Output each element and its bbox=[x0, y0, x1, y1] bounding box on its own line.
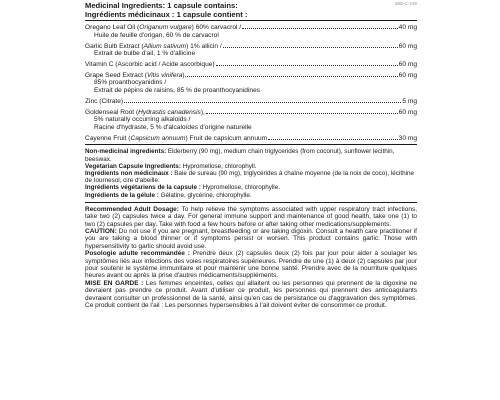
ingredient-name bbox=[85, 135, 267, 143]
ingredient-item bbox=[85, 43, 417, 58]
dosage-section bbox=[85, 206, 417, 310]
ingredient-detail: Extrait de pépins de raisins, 85 % de proanthocyanidines bbox=[94, 87, 261, 95]
nonmed-en bbox=[85, 148, 417, 162]
dosage-fr-text: Prendre deux (2) capsules deux (2) fois par jour pour aider à soulager les symptômes liés aux infections des voies respiratoires supérieures. Prendre de une (1) à deux (2) capsules par jour pour soutenir le système immunitaire et pour maintenir une bonne santé. Prendre avec de la nourriture quelques heures avant ou après la prise d'autres médicaments/suppléments. bbox=[85, 250, 418, 280]
veg-capsule-en-text: Hypromellose, chlorophyll. bbox=[180, 162, 257, 170]
veg-capsule-en-label: Vegetarian Capsule Ingredients: bbox=[85, 162, 181, 170]
dosage-en bbox=[85, 206, 417, 228]
ingredient-name bbox=[85, 43, 222, 51]
nonmed-en-label: Non-medicinal ingredients: bbox=[85, 148, 167, 156]
ingredient-name-suffix: ) 1% allicin / bbox=[186, 42, 222, 50]
ingredient-row bbox=[85, 135, 417, 143]
medicinal-heading bbox=[85, 2, 417, 19]
ingredient-name bbox=[85, 24, 241, 32]
medicinal-heading-fr: Ingrédients médicinaux : 1 capsule contient : bbox=[85, 9, 248, 19]
dosage-en-text: To help relieve the symptoms associated with upper respiratory tract infections, take two (2) capsules twice a day. For general immune support and maintenance of good health, take one (1) to two (2) capsules per day. Take with food a few hours before or after taking other medications/supplements. bbox=[85, 205, 418, 228]
ingredient-list bbox=[85, 24, 417, 142]
nonmed-en-text: Elderberry (90 mg), medium chain triglycerides (from coconut), sunflower lecithin, beeswax. bbox=[85, 148, 395, 163]
ingredient-detail: Extrait de bulbe d'ail, 1 % d'allicine bbox=[94, 50, 196, 58]
ingredient-latin-name: Capsicum annuum bbox=[130, 134, 186, 142]
caution-fr-text: Les femmes enceintes, celles qui allaitent ou les personnes qui prennent de la digoxine ne devraient pas prendre ce produit. Avant d'utiliser ce produit, les personnes qui prennent des anticoagulants devraient consulter un professionnel de la santé, ainsi qu'en cas de persistance ou d'aggravation des symptômes. Ce produit contient de l'ail : Les personnes hypersensibles à l'ail doivent éviter de consommer ce produit. bbox=[85, 279, 417, 310]
ingredient-detail: Racine d'hydraste, 5 % d'alcaloïdes d'origine naturelle bbox=[94, 123, 252, 131]
veg-capsule-en bbox=[85, 163, 417, 170]
nonmed-fr bbox=[85, 170, 417, 184]
ingredient-amount: 60 mg bbox=[398, 42, 417, 50]
ingredient-row bbox=[85, 61, 417, 69]
dot-leader bbox=[206, 113, 398, 114]
ingredient-latin-name: Origanum vulgare bbox=[139, 24, 192, 32]
ingredient-item bbox=[85, 109, 417, 132]
divider bbox=[85, 202, 417, 203]
ingredient-amount: 5 mg bbox=[402, 97, 417, 105]
nonmed-fr-text: Baie de sureau (90 mg), triglycérides à chaîne moyenne (de la noix de coco), lécithine de tournesol, cire d'abeille. bbox=[85, 169, 414, 185]
dosage-fr-label: Posologie adulte recommandée : bbox=[85, 250, 190, 258]
ingredient-name-text: Goldenseal Root ( bbox=[85, 108, 139, 116]
gel-capsule-fr-label: Ingrédients de la gélule : bbox=[85, 191, 159, 199]
ingredient-name-suffix: ) Fruit de capsicum annuum bbox=[185, 134, 268, 142]
ingredient-name-text: Vitamin C (Ascorbic acid / Acide ascorbique) bbox=[85, 61, 215, 68]
medicinal-heading-en: Medicinal Ingredients: 1 capsule contains: bbox=[85, 1, 238, 10]
ingredient-name bbox=[85, 61, 215, 69]
ingredient-amount: 40 mg bbox=[398, 24, 417, 32]
dot-leader bbox=[242, 28, 398, 29]
ingredient-row bbox=[85, 43, 417, 51]
ingredient-amount: 60 mg bbox=[398, 61, 417, 68]
ingredient-amount: 60 mg bbox=[398, 71, 417, 79]
veg-capsule-fr-text: Hypromellose, chlorophylle. bbox=[200, 184, 280, 192]
dot-leader bbox=[187, 76, 397, 77]
ingredient-latin-name: Allium sativum bbox=[143, 42, 187, 50]
gel-capsule-fr-text: Gélatine, glycérine, chlorophylle. bbox=[158, 191, 252, 199]
caution-en-text: Do not use if you are pregnant, breastfeeding or are taking digoxin. Consult a health care practitioner if you are taking a blood thinner or if symptoms persist or worsen. This product contains garlic: Those with hypersensitivity to garlic should avoid use. bbox=[85, 227, 417, 250]
caution-en-label: CAUTION: bbox=[85, 227, 117, 235]
ingredient-amount: 60 mg bbox=[398, 108, 417, 116]
product-label bbox=[85, 0, 417, 309]
veg-capsule-fr-label: Ingrédients végétariens de la capsule : bbox=[85, 184, 201, 192]
dot-leader bbox=[268, 139, 398, 140]
ingredient-detail: 5% naturally occurring alkaloids / bbox=[94, 116, 191, 124]
divider bbox=[85, 144, 417, 145]
ingredient-name-text: Cayenne Fruit ( bbox=[85, 134, 131, 142]
ingredient-row bbox=[85, 109, 417, 117]
ingredient-detail: Huile de feuille d'origan, 60 % de carvacrol bbox=[94, 31, 219, 39]
dot-leader bbox=[216, 65, 398, 66]
ingredient-name-suffix: ), bbox=[182, 71, 187, 79]
ingredient-latin-name: Vitis vinifera bbox=[146, 71, 183, 79]
ingredient-item bbox=[85, 135, 417, 143]
ingredient-item bbox=[85, 24, 417, 39]
ingredient-name-text: Garlic Bulb Extract ( bbox=[85, 42, 144, 50]
nonmedicinal-section bbox=[85, 148, 417, 198]
ingredient-latin-name: Hydrastis canadensis bbox=[138, 108, 201, 116]
veg-capsule-fr bbox=[85, 184, 417, 191]
ingredient-name-suffix: ), bbox=[200, 108, 205, 116]
ingredient-item bbox=[85, 98, 417, 106]
dosage-fr bbox=[85, 250, 417, 280]
divider bbox=[85, 20, 417, 21]
gel-capsule-fr bbox=[85, 192, 417, 199]
caution-fr-label: MISE EN GARDE : bbox=[85, 279, 144, 287]
ingredient-detail: 85% proanthocyanidins / bbox=[94, 79, 167, 87]
ingredient-row bbox=[85, 24, 417, 32]
ingredient-name bbox=[85, 72, 186, 80]
ingredient-name-text: Grape Seed Extract ( bbox=[85, 71, 147, 79]
ingredient-item bbox=[85, 72, 417, 95]
ingredient-name-text: Oregano Leaf Oil ( bbox=[85, 24, 140, 32]
ingredient-item bbox=[85, 61, 417, 69]
dot-leader bbox=[223, 47, 398, 48]
ingredient-name bbox=[85, 98, 123, 106]
ingredient-row bbox=[85, 72, 417, 80]
ingredient-name-suffix: ) 60% carvacrol / bbox=[191, 24, 242, 32]
nonmed-fr-label: Ingrédients non médicinaux : bbox=[85, 169, 173, 177]
ingredient-name bbox=[85, 109, 205, 117]
dot-leader bbox=[124, 102, 401, 103]
dosage-en-label: Recommended Adult Dosage: bbox=[85, 205, 179, 213]
ingredient-name-text: Zinc (Citrate) bbox=[85, 97, 124, 105]
ingredient-amount: 30 mg bbox=[398, 134, 417, 142]
label-code: 490-C-VI9 bbox=[394, 1, 417, 6]
ingredient-row bbox=[85, 98, 417, 106]
caution-en bbox=[85, 228, 417, 250]
caution-fr bbox=[85, 280, 417, 310]
